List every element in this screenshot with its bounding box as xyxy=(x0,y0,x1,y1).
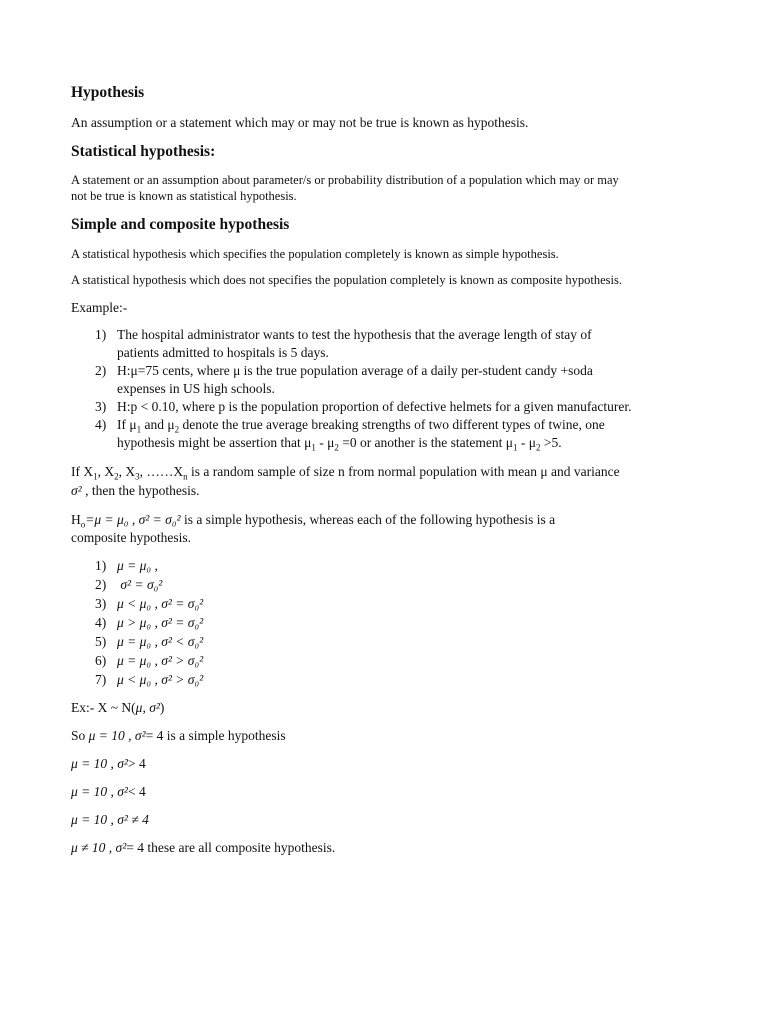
composite-item-5: 5) μ = μ₀ , σ² < σ₀² xyxy=(95,634,204,649)
simple-definition: A statistical hypothesis which specifies the population completely is known as simple hypothesis. xyxy=(71,247,559,261)
heading-simple-composite: Simple and composite hypothesis xyxy=(71,216,290,233)
composite-item-3: 3) μ < μ₀ , σ² = σ₀² xyxy=(95,596,204,611)
composite-item-2: 2) σ² = σ₀² xyxy=(95,577,163,592)
composite-item-1: 1) μ = μ₀ , xyxy=(95,558,158,573)
ex-composite-line-4: μ ≠ 10 , σ²= 4 these are all composite hypothesis. xyxy=(71,840,336,855)
heading-hypothesis: Hypothesis xyxy=(71,84,145,101)
ex-composite-line-2: μ = 10 , σ²< 4 xyxy=(71,784,146,799)
heading-statistical-hypothesis: Statistical hypothesis: xyxy=(71,143,216,160)
composite-item-4: 4) μ > μ₀ , σ² = σ₀² xyxy=(95,615,204,630)
example-item-4: 4) If $\mu_1$ and $\mu_2$ denote the true average breaking strengths of two different types of twine, one hypothesis might be assertion that $\mu_1 - \mu_2 =0$ or another is the statement $\mu_1 - \mu_2 >5$. xyxy=(95,417,605,453)
hypothesis-definition: An assumption or a statement which may or may not be true is known as hypothesis. xyxy=(71,115,529,130)
ex-distribution: Ex:- X ~ N(μ, σ²) xyxy=(71,700,165,715)
statistical-definition-line-1: A statement or an assumption about parameter/s or probability distribution of a population which may or may xyxy=(71,173,619,187)
sample-paragraph-line-2: σ² , then the hypothesis. xyxy=(71,483,200,498)
example-label: Example:- xyxy=(71,300,128,315)
example-item-1: 1) The hospital administrator wants to test the hypothesis that the average length of stay of patients admitted to hospitals is 5 days. xyxy=(95,327,592,360)
ex-composite-line-1: μ = 10 , σ²> 4 xyxy=(71,756,146,771)
sample-paragraph-line-1: If $X_1$, $X_2$, $X_3$, $\dots\dots X_n$ is a random sample of size n from normal population with mean μ and variance xyxy=(71,464,620,482)
example-item-3: 3) H:p < 0.10, where p is the population proportion of defective helmets for a given manufacturer. xyxy=(95,399,632,414)
simple-hypothesis-line-2: composite hypothesis. xyxy=(71,530,191,545)
composite-item-7: 7) μ < μ₀ , σ² > σ₀² xyxy=(95,672,204,687)
ex-simple-line: So μ = 10 , σ²= 4 is a simple hypothesis xyxy=(71,728,286,743)
simple-hypothesis-line-1: $H_o=\mu = \mu_0$ , σ² = σ₀² is a simple hypothesis, whereas each of the following hypothesis is a xyxy=(71,512,556,530)
composite-definition: A statistical hypothesis which does not specifies the population completely is known as composite hypothesis. xyxy=(71,273,622,287)
statistical-definition-line-2: not be true is known as statistical hypothesis. xyxy=(71,189,297,203)
composite-item-6: 6) μ = μ₀ , σ² > σ₀² xyxy=(95,653,204,668)
ex-composite-line-3: μ = 10 , σ² ≠ 4 xyxy=(71,812,149,827)
example-item-2: 2) H:μ=75 cents, where μ is the true population average of a daily per-student candy +soda expenses in US high schools. xyxy=(95,363,593,396)
